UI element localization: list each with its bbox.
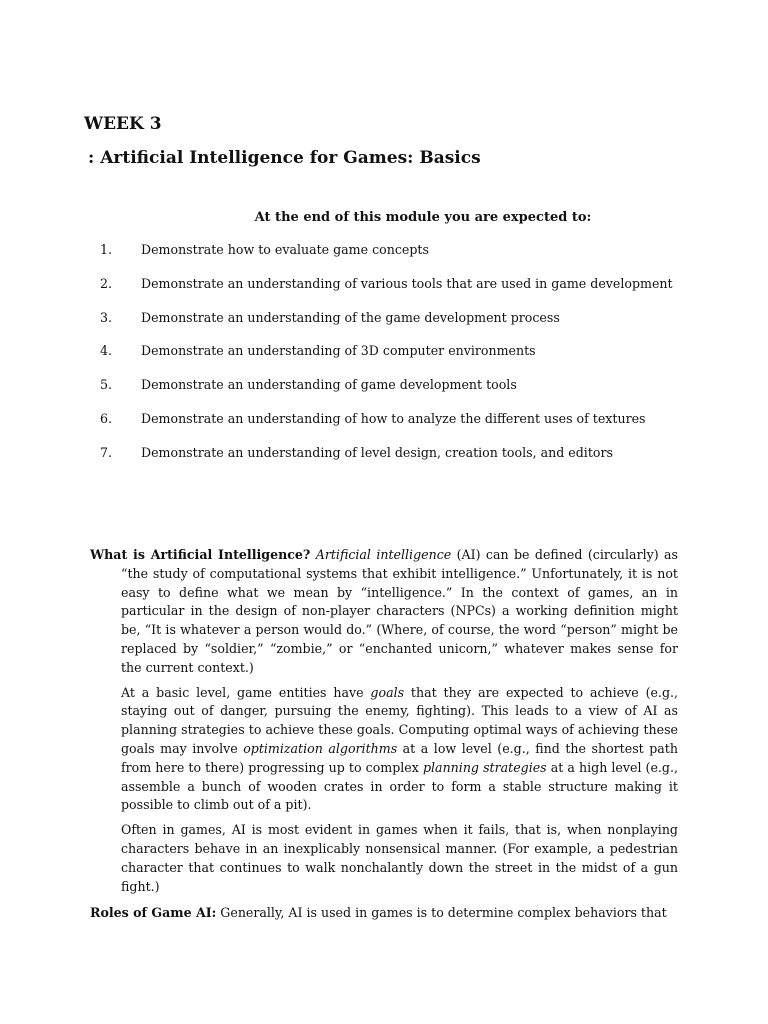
- goals-paragraph: [90, 684, 678, 816]
- list-item: [100, 445, 720, 479]
- roles-paragraph: [90, 904, 678, 923]
- list-item-text: Demonstrate an understanding of how to analyze the different uses of textures: [141, 410, 646, 426]
- list-item: [100, 276, 720, 310]
- list-item: [100, 377, 720, 411]
- list-item-number: 5.: [100, 377, 113, 393]
- what-is-ai-heading: What is Artificial Intelligence?: [90, 547, 311, 562]
- list-item-number: 3.: [100, 309, 113, 325]
- goals-text-d: at a high level (e.g., assemble a bunch of wooden crates in order to form a stable structure making it possible to climb out of a pit).: [121, 759, 678, 813]
- goals-text-c: at a low level (e.g., find the shortest path from here to there) progressing up to complex: [121, 740, 678, 775]
- list-item-text: Demonstrate an understanding of various tools that are used in game development: [141, 275, 673, 291]
- list-item-number: 6.: [100, 410, 113, 426]
- list-item-number: 4.: [100, 343, 113, 359]
- goals-text-a: At a basic level, game entities have: [121, 684, 371, 700]
- ai-failure-paragraph: Often in games, AI is most evident in games when it fails, that is, when nonplaying characters behave in an inexplicably nonsensical manner. (For example, a pedestrian character that continues to walk nonchalantly down the street in the midst of a gun fight.): [121, 822, 678, 894]
- list-item-text: Demonstrate how to evaluate game concepts: [141, 242, 429, 257]
- list-item-text: Demonstrate an understanding of level design, creation tools, and editors: [141, 444, 613, 460]
- what-is-ai-paragraph: [90, 546, 678, 678]
- list-item: [100, 343, 720, 377]
- goals-text-b: that they are expected to achieve (e.g., staying out of danger, pursuing the enemy, fighting). This leads to a view of AI as planning strategies to achieve these goals. Computing optimal ways of achieving these goals may involve: [121, 684, 679, 756]
- page-title: : Artificial Intelligence for Games: Basics: [88, 148, 481, 168]
- roles-heading: Roles of Game AI:: [90, 905, 217, 921]
- list-item-number: 7.: [100, 444, 113, 460]
- list-item: [100, 242, 720, 276]
- objectives-list: [100, 242, 720, 479]
- roles-text: Generally, AI is used in games is to determine complex behaviors that: [216, 905, 667, 921]
- list-item: [100, 411, 720, 445]
- list-item-text: Demonstrate an understanding of the game development process: [141, 309, 560, 325]
- body-text: [90, 546, 678, 923]
- list-item: [100, 310, 720, 344]
- ai-term: Artificial intelligence: [315, 547, 452, 562]
- list-item-text: Demonstrate an understanding of 3D computer environments: [141, 343, 536, 359]
- planning-term: planning strategies: [422, 759, 547, 775]
- week-heading: WEEK 3: [84, 114, 162, 134]
- optimization-term: optimization algorithms: [243, 740, 398, 756]
- list-item-number: 2.: [100, 275, 113, 291]
- what-is-ai-text: (AI) can be defined (circularly) as “the study of computational systems that exhibit intelligence.” Unfortunately, it is not easy to define what we mean by “intelligence.” In the context of games, an in particular in the design of non-player characters (NPCs) a working definition might be, “It is whatever a person would do.” (Where, of course, the word “person” might be replaced by “soldier,” “zombie,” or “enchanted unicorn,” whatever makes sense for the current context.): [121, 547, 679, 675]
- list-item-number: 1.: [100, 242, 113, 257]
- list-item-text: Demonstrate an understanding of game development tools: [141, 377, 517, 393]
- objectives-intro: At the end of this module you are expected to:: [254, 210, 592, 225]
- goals-term: goals: [370, 684, 405, 700]
